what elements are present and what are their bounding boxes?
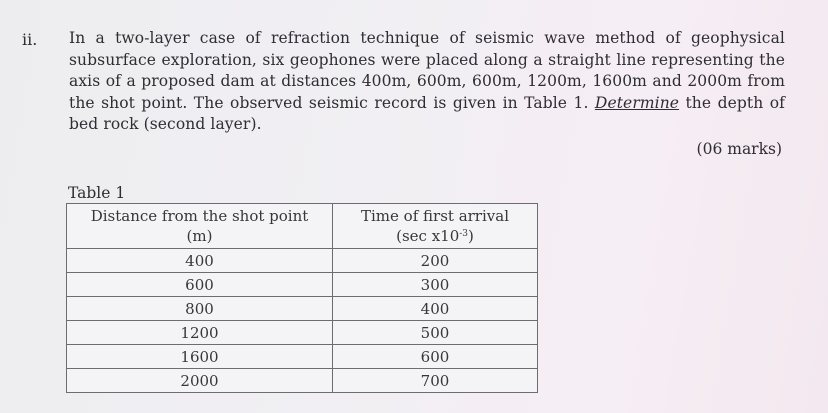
table-row <box>67 249 538 273</box>
cell-distance: 800 <box>67 297 333 321</box>
cell-distance: 1200 <box>67 321 333 345</box>
table-row <box>67 297 538 321</box>
table-row <box>67 369 538 393</box>
header-time <box>333 204 538 249</box>
header-time-line1: Time of first arrival <box>361 207 509 225</box>
cell-time: 300 <box>333 273 538 297</box>
table-row <box>67 345 538 369</box>
data-table <box>66 203 538 393</box>
question-text <box>69 28 785 136</box>
header-distance-line2: (m) <box>186 227 213 245</box>
header-time-line2-post: ) <box>468 227 474 245</box>
marks-label: (06 marks) <box>696 140 782 158</box>
header-distance <box>67 204 333 249</box>
question-number: ii. <box>22 30 38 49</box>
cell-distance: 1600 <box>67 345 333 369</box>
table-row <box>67 273 538 297</box>
cell-time: 500 <box>333 321 538 345</box>
header-distance-line1: Distance from the shot point <box>90 207 309 225</box>
question-emphasis: Determine <box>594 93 680 112</box>
cell-distance: 2000 <box>67 369 333 393</box>
cell-distance: 600 <box>67 273 333 297</box>
header-time-line2-pre: (sec x10 <box>396 227 460 245</box>
cell-time: 700 <box>333 369 538 393</box>
table-row <box>67 321 538 345</box>
cell-distance: 400 <box>67 249 333 273</box>
header-time-exponent: -3 <box>459 229 469 239</box>
cell-time: 400 <box>333 297 538 321</box>
cell-time: 600 <box>333 345 538 369</box>
table-header-row <box>67 204 538 249</box>
question-text-part2: the depth of bed rock (second layer). <box>69 93 785 133</box>
table-caption: Table 1 <box>68 184 126 202</box>
question-text-part1: In a two-layer case of refraction technique of seismic wave method of geophysical subsurface exploration, six geophones were placed along a straight line representing the axis of a proposed dam at distances 400m, 600m, 600m, 1200m, 1600m and 2000m from the shot point. The observed seismic record is given in Table 1. <box>69 29 785 112</box>
cell-time: 200 <box>333 249 538 273</box>
